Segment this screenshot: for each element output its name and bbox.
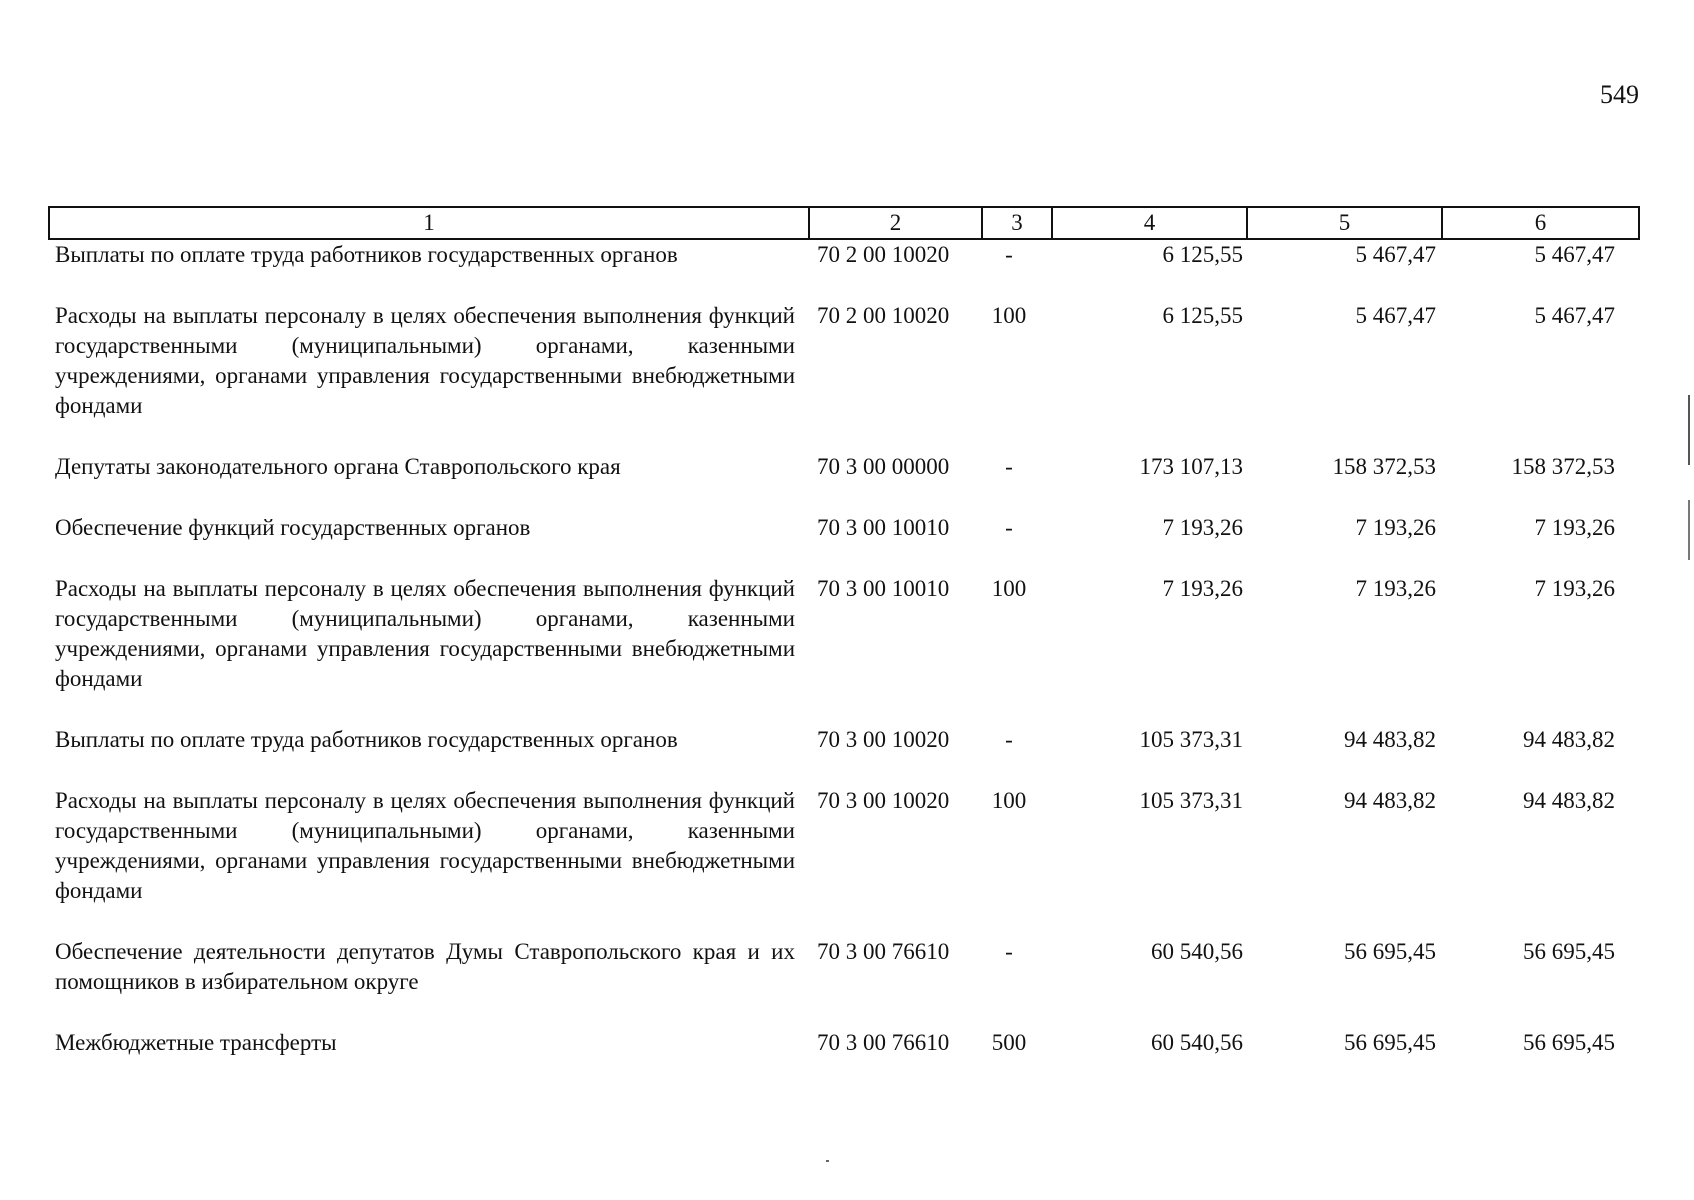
table-body	[49, 239, 1639, 1089]
row-expense-type: -	[1005, 242, 1013, 267]
row-amount-col4: 6 125,55	[1162, 242, 1243, 267]
row-amount-col5: 5 467,47	[1355, 242, 1436, 267]
table-row	[49, 786, 1639, 937]
row-code: 70 3 00 76610	[817, 939, 950, 964]
row-code: 70 2 00 10020	[817, 242, 950, 267]
row-code: 70 3 00 10020	[817, 727, 950, 752]
row-amount-col5: 7 193,26	[1355, 515, 1436, 540]
row-expense-type: -	[1005, 727, 1013, 752]
row-code: 70 3 00 76610	[817, 1030, 950, 1055]
table-row	[49, 574, 1639, 725]
row-expense-type: 100	[991, 788, 1027, 813]
row-code: 70 3 00 10020	[817, 788, 950, 813]
row-amount-col6: 7 193,26	[1534, 515, 1615, 540]
row-amount-col4: 60 540,56	[1151, 1030, 1243, 1055]
row-amount-col4: 60 540,56	[1151, 939, 1243, 964]
scan-edge-mark	[1688, 395, 1690, 465]
row-amount-col5: 94 483,82	[1344, 788, 1436, 813]
row-amount-col6: 94 483,82	[1523, 727, 1615, 752]
row-code: 70 3 00 10010	[817, 515, 950, 540]
header-row	[49, 207, 1639, 239]
header-col-1: 1	[49, 207, 809, 239]
row-code: 70 3 00 10010	[817, 576, 950, 601]
header-col-6: 6	[1442, 207, 1639, 239]
header-col-5: 5	[1247, 207, 1442, 239]
row-name: Депутаты законодательного органа Ставропольского края	[55, 454, 621, 479]
table-row	[49, 301, 1639, 452]
table-header	[49, 207, 1639, 239]
row-name: Выплаты по оплате труда работников государственных органов	[55, 242, 678, 267]
row-name: Выплаты по оплате труда работников государственных органов	[55, 727, 678, 752]
row-name: Расходы на выплаты персоналу в целях обеспечения выполнения функций государственными (муниципальными) органами, казенными учреждениями, органами управления государственными внебюджетными фондами	[55, 576, 795, 691]
table-row	[49, 239, 1639, 301]
row-amount-col6: 56 695,45	[1523, 939, 1615, 964]
scan-speck	[826, 1160, 829, 1162]
header-col-2: 2	[809, 207, 982, 239]
row-amount-col4: 6 125,55	[1162, 303, 1243, 328]
row-name: Расходы на выплаты персоналу в целях обеспечения выполнения функций государственными (муниципальными) органами, казенными учреждениями, органами управления государственными внебюджетными фондами	[55, 303, 795, 418]
row-amount-col6: 158 372,53	[1511, 454, 1615, 479]
page-number: 549	[1600, 80, 1639, 109]
row-amount-col5: 7 193,26	[1355, 576, 1436, 601]
row-expense-type: 500	[991, 1030, 1027, 1055]
header-col-3: 3	[982, 207, 1052, 239]
row-expense-type: -	[1005, 515, 1013, 540]
budget-table-container	[48, 206, 1638, 1089]
row-amount-col5: 5 467,47	[1355, 303, 1436, 328]
row-amount-col4: 7 193,26	[1162, 515, 1243, 540]
row-code: 70 2 00 10020	[817, 303, 950, 328]
row-expense-type: -	[1005, 454, 1013, 479]
table-row	[49, 452, 1639, 513]
row-amount-col5: 56 695,45	[1344, 939, 1436, 964]
row-expense-type: 100	[991, 303, 1027, 328]
row-amount-col6: 56 695,45	[1523, 1030, 1615, 1055]
row-amount-col6: 5 467,47	[1534, 242, 1615, 267]
row-amount-col6: 5 467,47	[1534, 303, 1615, 328]
table-row	[49, 513, 1639, 574]
header-col-4: 4	[1052, 207, 1247, 239]
row-expense-type: 100	[991, 576, 1027, 601]
budget-table	[48, 206, 1640, 1089]
row-name: Обеспечение функций государственных органов	[55, 515, 531, 540]
row-amount-col4: 105 373,31	[1139, 788, 1243, 813]
row-code: 70 3 00 00000	[817, 454, 950, 479]
row-name: Расходы на выплаты персоналу в целях обеспечения выполнения функций государственными (муниципальными) органами, казенными учреждениями, органами управления государственными внебюджетными фондами	[55, 788, 795, 903]
table-row	[49, 1028, 1639, 1089]
row-name: Межбюджетные трансферты	[55, 1030, 337, 1055]
row-amount-col4: 173 107,13	[1139, 454, 1243, 479]
row-amount-col5: 94 483,82	[1344, 727, 1436, 752]
table-row	[49, 937, 1639, 1028]
row-expense-type: -	[1005, 939, 1013, 964]
row-amount-col5: 158 372,53	[1332, 454, 1436, 479]
row-amount-col4: 7 193,26	[1162, 576, 1243, 601]
row-amount-col6: 94 483,82	[1523, 788, 1615, 813]
row-name: Обеспечение деятельности депутатов Думы Ставропольского края и их помощников в избирательном округе	[55, 939, 795, 994]
row-amount-col6: 7 193,26	[1534, 576, 1615, 601]
row-amount-col5: 56 695,45	[1344, 1030, 1436, 1055]
table-row	[49, 725, 1639, 786]
row-amount-col4: 105 373,31	[1139, 727, 1243, 752]
scan-edge-mark	[1688, 500, 1690, 560]
